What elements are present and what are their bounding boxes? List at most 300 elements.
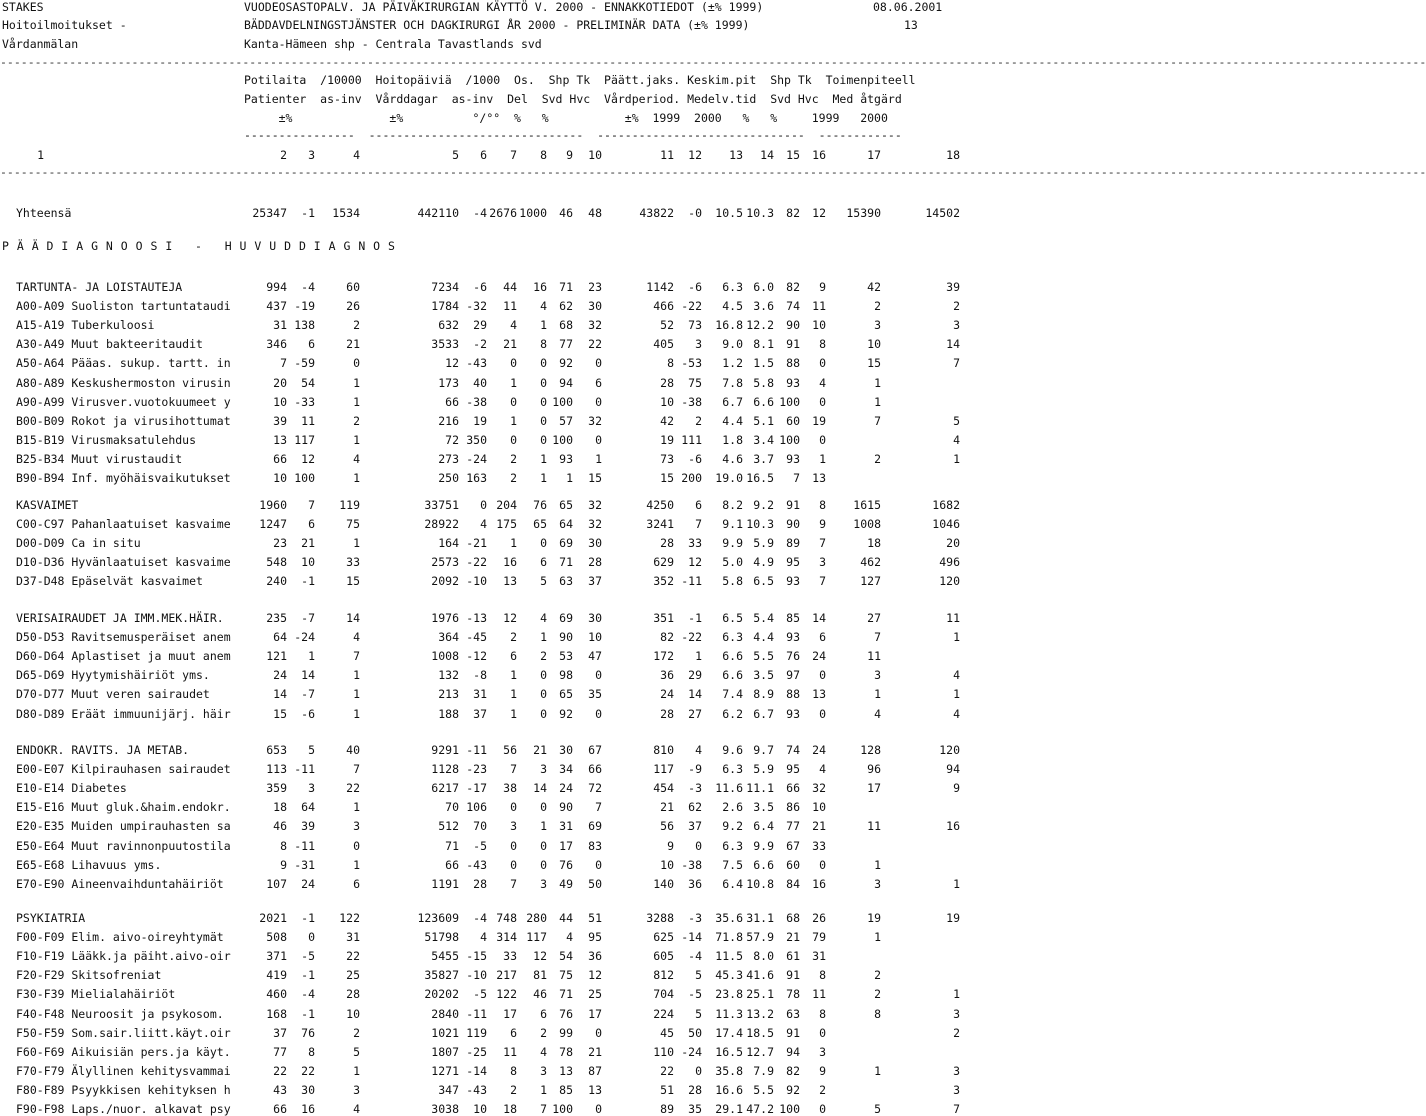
table-cell: 4.9 [753,555,774,569]
table-cell: 47.2 [746,1102,774,1116]
table-cell: -21 [466,536,487,550]
table-cell: 35 [588,687,602,701]
table-cell: 1 [353,376,360,390]
table-cell: 25.1 [746,987,774,1001]
table-cell: 364 [438,630,459,644]
table-cell: 3.6 [753,299,774,313]
table-cell: -43 [466,1083,487,1097]
table-cell: 11 [812,299,826,313]
table-cell: 496 [939,555,960,569]
table-cell: 83 [588,839,602,853]
table-cell: 25 [346,968,360,982]
table-cell: -7 [301,611,315,625]
table-cell: 6 [510,1026,517,1040]
table-cell: 7 [793,471,800,485]
table-cell: 100 [294,471,315,485]
table-cell: 1 [353,687,360,701]
table-cell: 26 [346,299,360,313]
table-cell: 7 [953,1102,960,1116]
table-cell: 454 [653,781,674,795]
table-cell: 75 [559,968,573,982]
table-cell: 0 [510,839,517,853]
table-cell: 0 [540,858,547,872]
table-cell: 4.5 [722,299,743,313]
table-cell: -31 [294,858,315,872]
table-cell: 57 [559,414,573,428]
table-cell: -45 [466,630,487,644]
table-cell: 7 [510,762,517,776]
table-cell: 6.3 [722,839,743,853]
table-cell: 3 [540,877,547,891]
table-cell: 30 [588,611,602,625]
table-cell: 73 [660,452,674,466]
table-cell: 30 [301,1083,315,1097]
total-cell: 43822 [639,206,674,220]
table-cell: 31 [346,930,360,944]
total-cell: -4 [473,206,487,220]
table-cell: 3.5 [753,800,774,814]
table-cell: -11 [294,839,315,853]
table-cell: -10 [466,968,487,982]
table-cell: 21 [346,337,360,351]
table-cell: 127 [860,574,881,588]
table-cell: 6217 [431,781,459,795]
total-cell: 2676 [489,206,517,220]
table-cell: 1191 [431,877,459,891]
table-cell: 0 [695,839,702,853]
table-cell: 76 [559,1007,573,1021]
table-cell: 28 [660,707,674,721]
table-cell: 0 [819,395,826,409]
table-cell: 11 [867,649,881,663]
table-cell: 1 [353,1064,360,1078]
table-cell: 213 [438,687,459,701]
table-cell: 5.4 [753,611,774,625]
table-cell: 0 [595,356,602,370]
table-cell: 3288 [646,911,674,925]
table-cell: -23 [466,762,487,776]
table-cell: 19.0 [715,471,743,485]
table-cell: 7.4 [722,687,743,701]
table-cell: 90 [786,517,800,531]
table-cell: -1 [301,574,315,588]
table-cell: 36 [588,949,602,963]
table-cell: 9.7 [753,743,774,757]
table-cell: 3 [510,819,517,833]
table-cell: 42 [867,280,881,294]
table-cell: 17 [503,1007,517,1021]
table-cell: 91 [786,337,800,351]
table-cell: 74 [786,299,800,313]
table-cell: 9 [819,1064,826,1078]
table-cell: 84 [786,877,800,891]
table-cell: 16 [301,1102,315,1116]
table-cell: 120 [939,574,960,588]
table-cell: 1 [540,1083,547,1097]
report-title-fi: VUODEOSASTOPALV. JA PÄIVÄKIRURGIAN KÄYTTÖ V. 2000 - ENNAKKOTIEDOT (±% 1999) [244,0,764,14]
row-label: A30-A49 Muut bakteeritaudit [16,337,203,351]
table-cell: 200 [681,471,702,485]
table-cell: 82 [660,630,674,644]
table-cell: 100 [552,1102,573,1116]
table-cell: 14 [533,781,547,795]
table-cell: 9.2 [722,819,743,833]
table-cell: 36 [688,877,702,891]
table-cell: 71 [559,555,573,569]
table-cell: 371 [266,949,287,963]
table-cell: 132 [438,668,459,682]
table-cell: 11 [812,987,826,1001]
table-cell: 1 [595,452,602,466]
table-cell: 0 [595,707,602,721]
table-cell: 350 [466,433,487,447]
table-cell: 0 [595,433,602,447]
table-cell: 69 [559,611,573,625]
table-cell: -11 [466,743,487,757]
table-cell: 19 [946,911,960,925]
table-cell: 2840 [431,1007,459,1021]
table-cell: 6.4 [722,877,743,891]
table-cell: 0 [819,707,826,721]
table-cell: 100 [779,433,800,447]
table-cell: 19 [812,414,826,428]
table-cell: -53 [681,356,702,370]
table-cell: 65 [559,687,573,701]
row-label: A15-A19 Tuberkuloosi [16,318,155,332]
table-cell: 10 [346,1007,360,1021]
table-cell: 93 [559,452,573,466]
table-cell: 44 [503,280,517,294]
table-cell: 78 [559,1045,573,1059]
table-cell: 7 [819,574,826,588]
table-cell: 5 [695,1007,702,1021]
table-cell: 87 [588,1064,602,1078]
table-cell: 0 [308,930,315,944]
table-cell: 82 [786,1064,800,1078]
table-cell: 24 [301,877,315,891]
table-cell: 106 [466,800,487,814]
table-cell: 15 [660,471,674,485]
row-label: A50-A64 Pääas. sukup. tartt. in [16,356,231,370]
table-cell: 1 [874,687,881,701]
table-cell: 3 [540,762,547,776]
section-title: P Ä Ä D I A G N O O S I - H U V U D D I A G N O S [2,239,396,253]
table-cell: 0 [353,839,360,853]
table-cell: 25 [588,987,602,1001]
table-cell: 13 [812,471,826,485]
table-cell: -14 [681,930,702,944]
row-label: D70-D77 Muut veren sairaudet [16,687,210,701]
table-cell: 625 [653,930,674,944]
table-cell: 7 [819,536,826,550]
row-label: F20-F29 Skitsofreniat [16,968,162,982]
table-cell: 117 [294,433,315,447]
column-number: 15 [786,148,800,162]
table-cell: 8 [819,337,826,351]
table-cell: 1142 [646,280,674,294]
table-cell: 13.2 [746,1007,774,1021]
table-cell: -11 [681,574,702,588]
table-cell: 90 [559,630,573,644]
table-cell: -38 [466,395,487,409]
table-cell: 93 [786,376,800,390]
table-cell: 53 [559,649,573,663]
column-number: 11 [660,148,674,162]
table-cell: 10 [273,471,287,485]
header-org: STAKES [2,0,44,14]
table-cell: 0 [819,356,826,370]
table-cell: 8 [308,1045,315,1059]
table-cell: -8 [473,668,487,682]
table-cell: 73 [688,318,702,332]
table-cell: 4 [510,318,517,332]
header-subtitle-sv: Vårdanmälan [2,37,79,51]
table-cell: -3 [688,781,702,795]
table-cell: 632 [438,318,459,332]
table-cell: 6 [308,517,315,531]
table-cell: 5 [874,1102,881,1116]
table-cell: 66 [445,858,459,872]
table-cell: 4 [353,452,360,466]
table-cell: -6 [301,707,315,721]
table-cell: 32 [588,318,602,332]
table-cell: 4 [540,611,547,625]
table-cell: 17 [867,781,881,795]
table-cell: 466 [653,299,674,313]
table-cell: 77 [273,1045,287,1059]
table-cell: 22 [660,1064,674,1078]
table-cell: 14 [273,687,287,701]
table-cell: 314 [496,930,517,944]
table-cell: -43 [466,858,487,872]
table-cell: 85 [559,1083,573,1097]
table-cell: 9.1 [722,517,743,531]
column-number: 5 [452,148,459,162]
table-cell: -59 [294,356,315,370]
table-cell: 70 [473,819,487,833]
table-cell: -4 [301,280,315,294]
table-cell: 68 [559,318,573,332]
table-cell: 4 [566,930,573,944]
table-cell: 6 [540,1007,547,1021]
table-cell: 5 [695,968,702,982]
table-cell: 4 [953,707,960,721]
table-cell: 0 [595,858,602,872]
table-cell: 8 [510,1064,517,1078]
table-cell: 1128 [431,762,459,776]
table-cell: 96 [867,762,881,776]
table-cell: 2 [874,987,881,1001]
table-cell: 43 [273,1083,287,1097]
table-cell: 1 [353,858,360,872]
table-cell: 41.6 [746,968,774,982]
table-cell: 22 [301,1064,315,1078]
table-cell: 122 [339,911,360,925]
table-cell: 12 [588,968,602,982]
table-cell: 27 [688,707,702,721]
table-cell: -1 [688,611,702,625]
table-cell: 405 [653,337,674,351]
table-cell: 172 [653,649,674,663]
column-number: 9 [566,148,573,162]
table-cell: 2 [819,1083,826,1097]
row-label: F60-F69 Aikuisiän pers.ja käyt. [16,1045,231,1059]
table-cell: 91 [786,968,800,982]
report-region: Kanta-Hämeen shp - Centrala Tavastlands svd [244,37,542,51]
table-cell: 28 [660,536,674,550]
table-cell: 5 [953,414,960,428]
table-cell: 2 [874,299,881,313]
row-label: F10-F19 Lääkk.ja päiht.aivo-oir [16,949,231,963]
table-cell: 11 [946,611,960,625]
column-number: 8 [540,148,547,162]
table-cell: 49 [559,877,573,891]
table-cell: 33 [688,536,702,550]
table-cell: 19 [660,433,674,447]
table-cell: 78 [786,987,800,1001]
table-cell: 40 [473,376,487,390]
table-cell: 9.6 [722,743,743,757]
table-cell: 89 [786,536,800,550]
table-cell: 57.9 [746,930,774,944]
table-cell: 4 [353,630,360,644]
table-cell: 6 [540,555,547,569]
table-cell: 11.6 [715,781,743,795]
table-cell: 37 [273,1026,287,1040]
table-cell: 1 [874,395,881,409]
table-cell: 16 [812,877,826,891]
table-cell: 81 [533,968,547,982]
table-cell: 4 [819,762,826,776]
table-cell: 13 [588,1083,602,1097]
table-cell: 37 [473,707,487,721]
table-cell: 1807 [431,1045,459,1059]
table-cell: 0 [695,1064,702,1078]
table-cell: 39 [946,280,960,294]
table-cell: 8 [874,1007,881,1021]
table-cell: -1 [301,911,315,925]
row-label: F70-F79 Älyllinen kehitysvammai [16,1064,231,1078]
table-cell: 16 [533,280,547,294]
table-cell: 14 [346,611,360,625]
table-cell: 5.9 [753,536,774,550]
table-cell: 2 [874,452,881,466]
table-cell: 35827 [424,968,459,982]
table-cell: 6.6 [753,858,774,872]
table-cell: 31 [473,687,487,701]
table-cell: 30 [588,299,602,313]
table-cell: 9 [280,858,287,872]
table-cell: 1 [953,452,960,466]
table-cell: 35 [688,1102,702,1116]
table-cell: 4 [953,668,960,682]
table-cell: 3 [819,555,826,569]
table-cell: 44 [559,911,573,925]
table-cell: 7 [874,414,881,428]
table-cell: 11.5 [715,949,743,963]
table-cell: 13 [503,574,517,588]
row-label: B90-B94 Inf. myöhäisvaikutukset [16,471,231,485]
table-cell: 810 [653,743,674,757]
table-cell: 351 [653,611,674,625]
table-cell: 629 [653,555,674,569]
column-header-underline: ---------------- ------------------------------- ------------------------------ ------------ [244,128,902,142]
table-cell: 62 [688,800,702,814]
table-cell: 9291 [431,743,459,757]
total-cell: -1 [301,206,315,220]
table-cell: 95 [786,762,800,776]
table-cell: 5.9 [753,762,774,776]
table-cell: 64 [559,517,573,531]
table-cell: 91 [786,1026,800,1040]
table-cell: 1 [953,877,960,891]
table-cell: -5 [688,987,702,1001]
table-cell: 46 [273,819,287,833]
table-cell: 8.2 [722,498,743,512]
table-cell: 1247 [259,517,287,531]
table-cell: 8 [819,1007,826,1021]
table-cell: 100 [552,395,573,409]
table-cell: 5.8 [722,574,743,588]
table-cell: 61 [786,949,800,963]
table-cell: 90 [559,800,573,814]
table-cell: 16 [503,555,517,569]
table-cell: 1 [874,858,881,872]
table-cell: 10 [867,337,881,351]
row-label: B15-B19 Virusmaksatulehdus [16,433,197,447]
table-cell: 3 [353,1083,360,1097]
table-cell: 164 [438,536,459,550]
table-cell: 67 [786,839,800,853]
total-cell: 1534 [332,206,360,220]
table-cell: 6.6 [722,668,743,682]
row-label: VERISAIRAUDET JA IMM.MEK.HÄIR. [16,611,224,625]
header-subtitle-fi: Hoitoilmoitukset - [2,18,127,32]
table-cell: 1 [874,930,881,944]
table-cell: 71 [559,987,573,1001]
table-cell: 15 [588,471,602,485]
table-cell: 60 [786,414,800,428]
table-cell: 0 [510,433,517,447]
table-cell: 6.0 [753,280,774,294]
row-label: D80-D89 Eräät immuunijärj. häir [16,707,231,721]
table-cell: 12.7 [746,1045,774,1059]
table-cell: 66 [588,762,602,776]
table-cell: 18.5 [746,1026,774,1040]
table-cell: -24 [294,630,315,644]
table-cell: 94 [946,762,960,776]
table-cell: 1 [695,649,702,663]
column-number: 2 [280,148,287,162]
table-cell: 4 [480,517,487,531]
table-cell: -10 [466,574,487,588]
table-cell: -43 [466,356,487,370]
table-cell: 66 [445,395,459,409]
table-cell: 508 [266,930,287,944]
table-cell: 31 [812,949,826,963]
table-cell: 138 [294,318,315,332]
table-cell: -24 [466,452,487,466]
table-cell: 31 [559,819,573,833]
table-cell: 14 [301,668,315,682]
table-cell: 6.4 [753,819,774,833]
table-cell: 32 [812,781,826,795]
table-cell: -22 [681,299,702,313]
table-cell: 173 [438,376,459,390]
table-cell: 88 [786,687,800,701]
table-cell: 122 [496,987,517,1001]
table-cell: 5.0 [722,555,743,569]
